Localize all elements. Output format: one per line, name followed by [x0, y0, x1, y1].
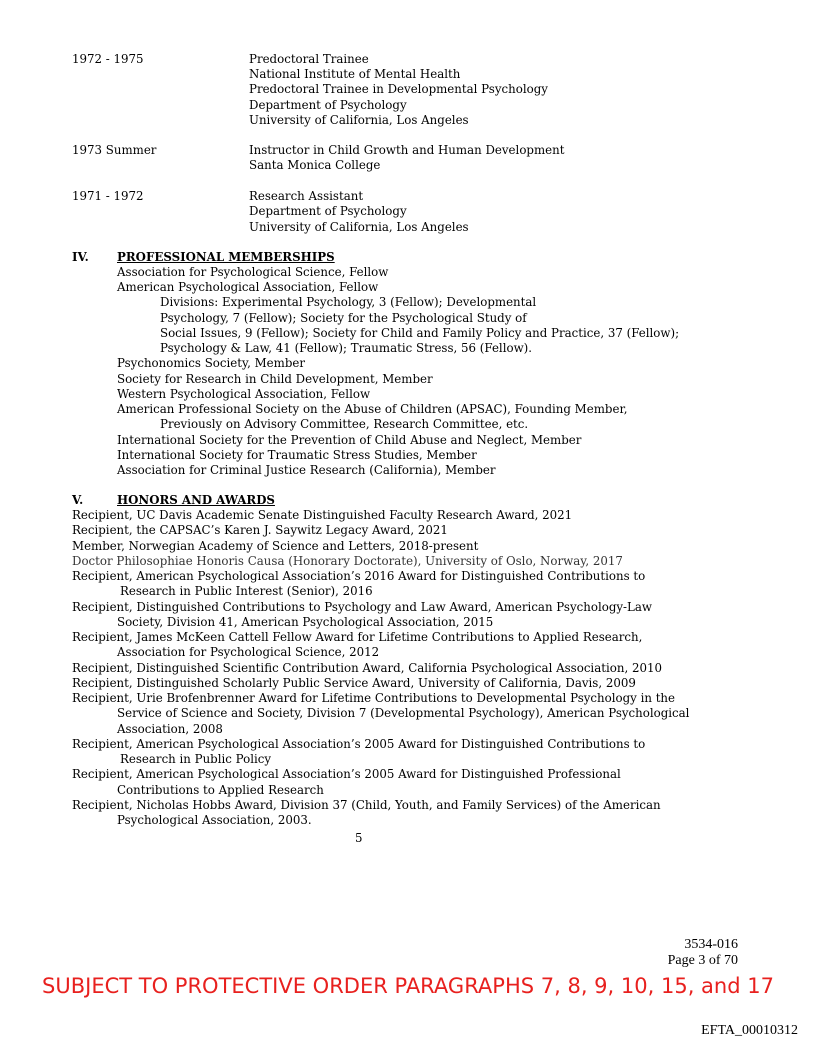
- employment-line: Santa Monica College: [249, 158, 381, 172]
- section-heading: HONORS AND AWARDS: [117, 493, 275, 507]
- employment-line: Instructor in Child Growth and Human Development: [249, 143, 565, 157]
- employment-line: Predoctoral Trainee in Developmental Psychology: [249, 82, 548, 96]
- honor-line: Association for Psychological Science, 2012: [117, 645, 380, 659]
- membership-line: American Professional Society on the Abuse of Children (APSAC), Founding Member,: [117, 402, 628, 416]
- membership-line: Psychology & Law, 41 (Fellow); Traumatic Stress, 56 (Fellow).: [160, 341, 533, 355]
- membership-line: Society for Research in Child Development, Member: [117, 372, 433, 386]
- membership-line: Association for Criminal Justice Research (California), Member: [117, 463, 496, 477]
- employment-date: 1972 - 1975: [72, 52, 144, 66]
- doc-code: 3534-016: [684, 937, 738, 952]
- membership-line: Association for Psychological Science, Fellow: [117, 265, 389, 279]
- honor-line: Contributions to Applied Research: [117, 783, 324, 797]
- employment-line: University of California, Los Angeles: [249, 113, 469, 127]
- employment-date: 1971 - 1972: [72, 189, 144, 203]
- employment-date: 1973 Summer: [72, 143, 157, 157]
- honor-line: Recipient, American Psychological Association’s 2016 Award for Distinguished Contributions to: [72, 569, 646, 583]
- employment-line: Department of Psychology: [249, 204, 407, 218]
- membership-line: Divisions: Experimental Psychology, 3 (Fellow); Developmental: [160, 295, 537, 309]
- protective-order-notice: SUBJECT TO PROTECTIVE ORDER PARAGRAPHS 7, 8, 9, 10, 15, and 17: [42, 974, 774, 998]
- honor-line: Association, 2008: [117, 722, 223, 736]
- section-number: V.: [72, 493, 84, 507]
- honor-line: Service of Science and Society, Division 7 (Developmental Psychology), American Psychological: [117, 706, 690, 720]
- honor-line: Recipient, James McKeen Cattell Fellow Award for Lifetime Contributions to Applied Research,: [72, 630, 643, 644]
- honor-line: Recipient, American Psychological Association’s 2005 Award for Distinguished Professional: [72, 767, 621, 781]
- honor-line: Recipient, Nicholas Hobbs Award, Division 37 (Child, Youth, and Family Services) of the American: [72, 798, 661, 812]
- honor-line: Recipient, Urie Brofenbrenner Award for Lifetime Contributions to Developmental Psychology in the: [72, 691, 676, 705]
- membership-line: Social Issues, 9 (Fellow); Society for Child and Family Policy and Practice, 37 (Fellow);: [160, 326, 680, 340]
- membership-line: Psychology, 7 (Fellow); Society for the Psychological Study of: [160, 311, 527, 325]
- membership-line: International Society for Traumatic Stress Studies, Member: [117, 448, 477, 462]
- page-count: Page 3 of 70: [667, 953, 738, 968]
- honor-line: Recipient, the CAPSAC’s Karen J. Saywitz Legacy Award, 2021: [72, 523, 448, 537]
- employment-line: Predoctoral Trainee: [249, 52, 369, 66]
- honor-line: Research in Public Policy: [120, 752, 272, 766]
- honor-line: Recipient, Distinguished Scholarly Public Service Award, University of California, Davis, 2009: [72, 676, 636, 690]
- honor-line: Recipient, UC Davis Academic Senate Distinguished Faculty Research Award, 2021: [72, 508, 573, 522]
- honor-line: Recipient, Distinguished Contributions to Psychology and Law Award, American Psychology-Law: [72, 600, 652, 614]
- page-number: 5: [355, 831, 363, 845]
- honor-line: Recipient, Distinguished Scientific Contribution Award, California Psychological Association, 2010: [72, 661, 662, 675]
- honor-line: Research in Public Interest (Senior), 2016: [120, 584, 373, 598]
- employment-line: Department of Psychology: [249, 98, 407, 112]
- employment-line: National Institute of Mental Health: [249, 67, 461, 81]
- honor-line: Society, Division 41, American Psychological Association, 2015: [117, 615, 494, 629]
- honor-line: Doctor Philosophiae Honoris Causa (Honorary Doctorate), University of Oslo, Norway, 2017: [72, 554, 623, 568]
- membership-line: American Psychological Association, Fellow: [117, 280, 379, 294]
- membership-line: Psychonomics Society, Member: [117, 356, 306, 370]
- section-number: IV.: [72, 250, 89, 264]
- honor-line: Psychological Association, 2003.: [117, 813, 312, 827]
- honor-line: Member, Norwegian Academy of Science and Letters, 2018-present: [72, 539, 479, 553]
- membership-line: International Society for the Prevention of Child Abuse and Neglect, Member: [117, 433, 582, 447]
- honor-line: Recipient, American Psychological Association’s 2005 Award for Distinguished Contributions to: [72, 737, 646, 751]
- employment-line: University of California, Los Angeles: [249, 220, 469, 234]
- membership-line: Western Psychological Association, Fellow: [117, 387, 371, 401]
- bates-number: EFTA_00010312: [701, 1023, 798, 1038]
- employment-line: Research Assistant: [249, 189, 364, 203]
- section-heading: PROFESSIONAL MEMBERSHIPS: [117, 250, 335, 264]
- membership-line: Previously on Advisory Committee, Research Committee, etc.: [160, 417, 529, 431]
